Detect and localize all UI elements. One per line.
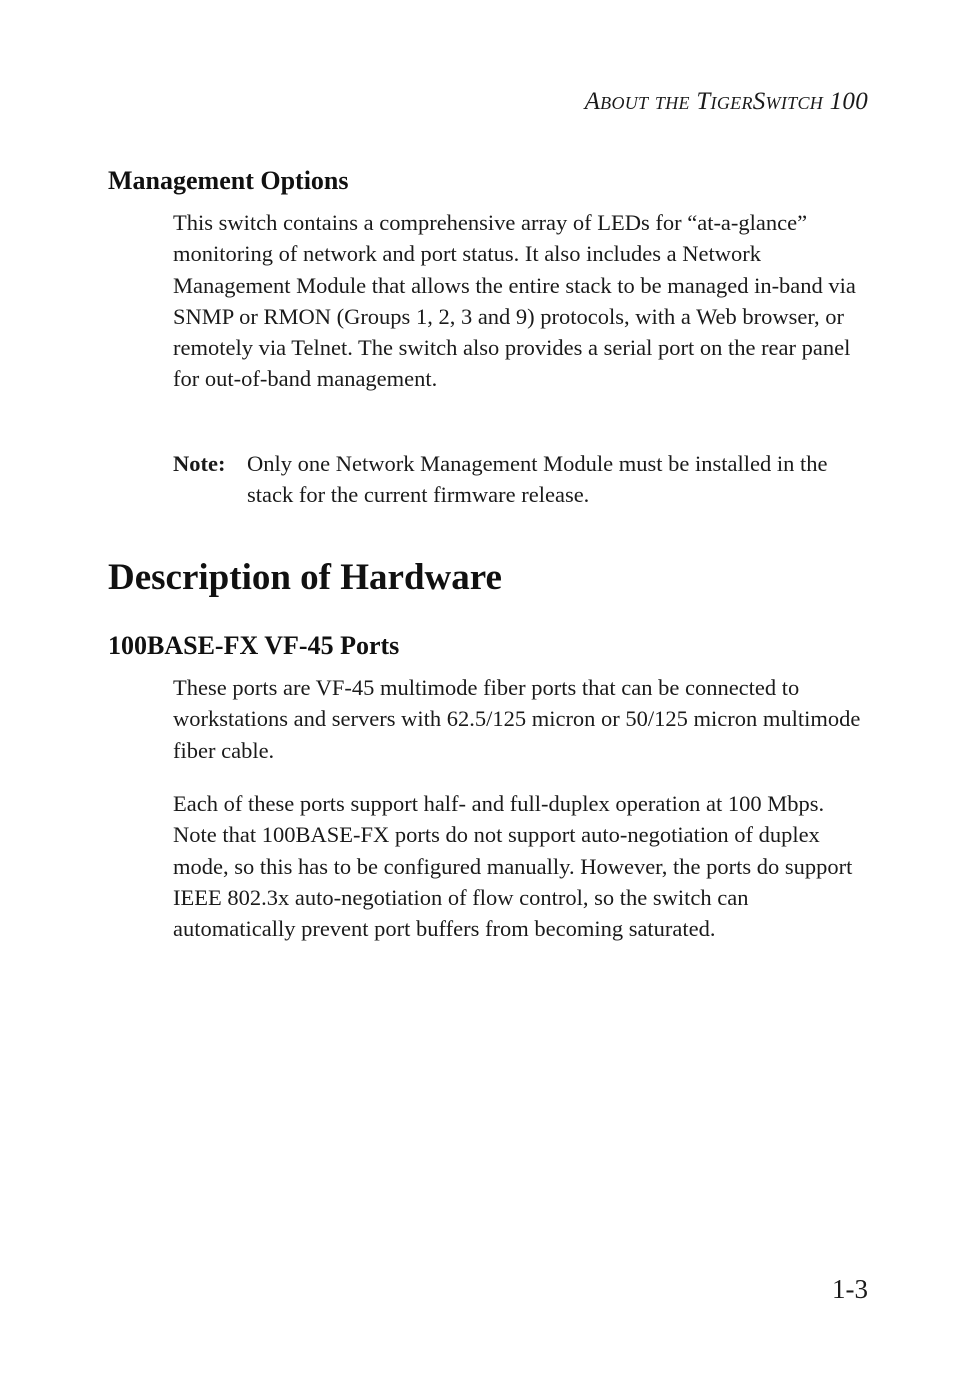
ports-paragraph-2: Each of these ports support half- and full-duplex operation at 100 Mbps. Note that 100BASE-FX ports do not support auto-negotiation of duplex mode, so this has to be configured manually. However, the ports do support IEEE 802.3x auto-negotiation of flow control, so the switch can automatically prevent port buffers from becoming saturated. [173, 791, 853, 942]
ports-paragraph-1: These ports are VF-45 multimode fiber ports that can be connected to workstations and servers with 62.5/125 micron or 50/125 micron multimode fiber cable. [173, 675, 861, 763]
management-paragraph: This switch contains a comprehensive array of LEDs for “at-a-glance” monitoring of network and port status. It also includes a Network Management Module that allows the entire stack to be managed in-band via SNMP or RMON (Groups 1, 2, 3 and 9) protocols, with a Web browser, or remotely via Telnet. The switch also provides a serial port on the rear panel for out-of-band management. [173, 210, 856, 392]
note-label: Note: [173, 451, 226, 476]
chapter-section-heading-hardware: Description of Hardware [108, 557, 502, 598]
running-head: About the TigerSwitch 100 [584, 88, 868, 115]
page-number: 1-3 [832, 1274, 868, 1304]
note-text: Only one Network Management Module must be installed in the stack for the current firmware release. [247, 451, 828, 508]
section-heading-management-options: Management Options [108, 166, 349, 195]
section-heading-ports: 100BASE-FX VF-45 Ports [108, 631, 400, 660]
note-block [173, 448, 868, 511]
